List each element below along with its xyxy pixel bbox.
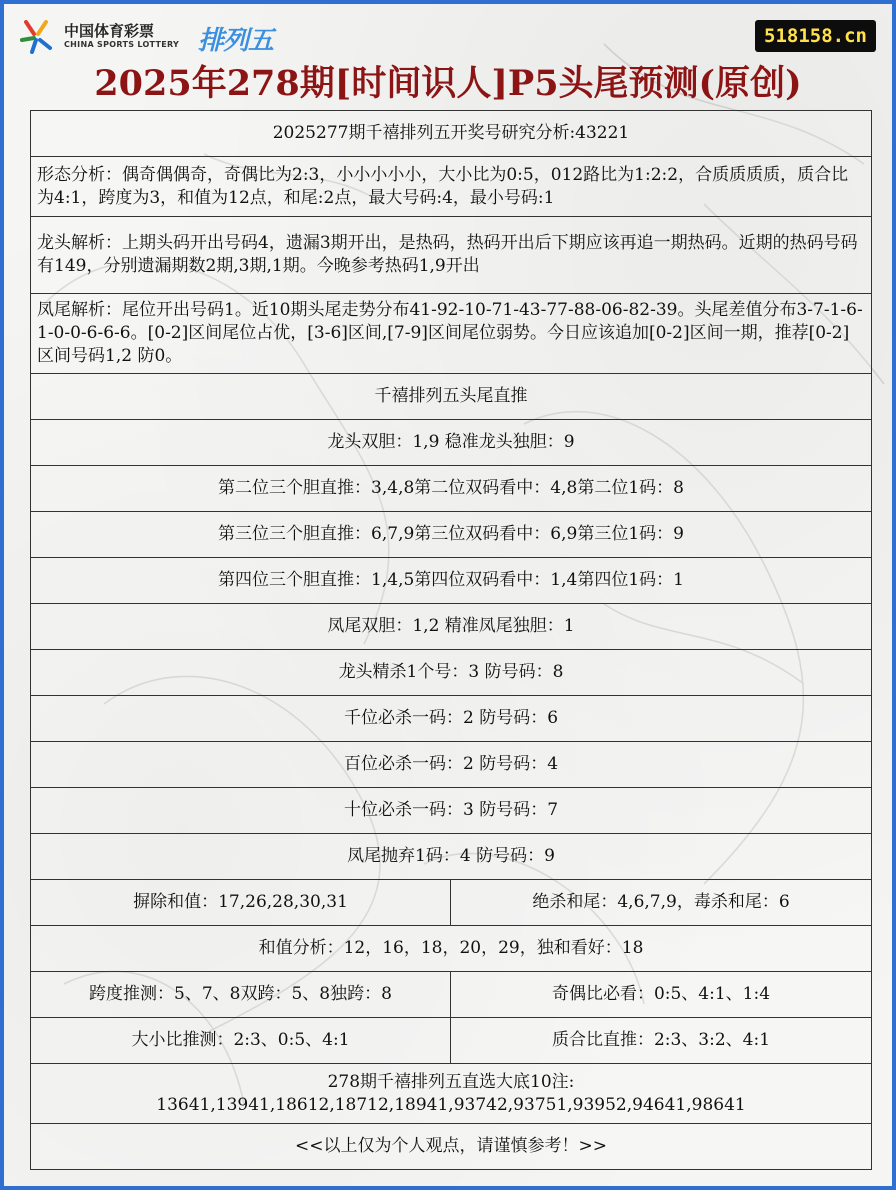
picks-section-title: 千禧排列五头尾直推 [31, 374, 872, 420]
lottery-logo-icon [18, 18, 58, 54]
table-row [31, 1064, 872, 1124]
site-badge[interactable]: 518158.cn [755, 20, 876, 52]
table-row [31, 604, 872, 650]
table-row [31, 972, 872, 1018]
analysis-heading: 2025277期千禧排列五开奖号研究分析:43221 [31, 111, 872, 157]
sum-analysis: 和值分析：12，16，18，20，29，独和看好：18 [31, 926, 872, 972]
logo-en-text: CHINA SPORTS LOTTERY [64, 40, 180, 49]
page-title: 2025年278期[时间识人]P5头尾预测(原创) [94, 63, 802, 104]
big-small-ratio: 大小比推测：2:3、0:5、4:1 [31, 1018, 451, 1064]
kill-tail: 绝杀和尾：4,6,7,9，毒杀和尾：6 [451, 880, 872, 926]
table-row [31, 558, 872, 604]
odd-even-ratio: 奇偶比必看：0:5、4:1、1:4 [451, 972, 872, 1018]
table-row [31, 650, 872, 696]
span-prediction: 跨度推测：5、7、8双跨：5、8独跨：8 [31, 972, 451, 1018]
pick-row: 十位必杀一码：3 防号码：7 [31, 788, 872, 834]
final-picks-numbers: 13641,13941,18612,18712,18941,93742,93751,93952,94641,98641 [156, 1094, 746, 1115]
table-row [31, 926, 872, 972]
table-row [31, 466, 872, 512]
pick-row: 千位必杀一码：2 防号码：6 [31, 696, 872, 742]
header [0, 0, 896, 110]
form-analysis: 形态分析：偶奇偶偶奇，奇偶比为2:3，小小小小小，大小比为0:5，012路比为1:2:2，合质质质质，质合比为4:1，跨度为3，和值为12点，和尾:2点，最大号码:4，最小号码:1 [31, 157, 872, 217]
tail-analysis: 凤尾解析：尾位开出号码1。近10期头尾走势分布41-92-10-71-43-77-88-06-82-39。头尾差值分布3-7-1-6-1-0-0-6-6-6。[0-2]区间尾位占优，[3-6]区间,[7-9]区间尾位弱势。今日应该追加[0-2]区间一期，推荐[0-2]区间号码1,2 防0。 [31, 294, 872, 374]
table-row [31, 157, 872, 217]
pick-row: 凤尾双胆：1,2 精准凤尾独胆：1 [31, 604, 872, 650]
logo-game-text: 排列五 [198, 26, 274, 56]
prime-composite-ratio: 质合比直推：2:3、3:2、4:1 [451, 1018, 872, 1064]
table-row [31, 111, 872, 157]
final-picks [31, 1064, 872, 1124]
remove-sum: 摒除和值：17,26,28,30,31 [31, 880, 451, 926]
head-analysis: 龙头解析：上期头码开出号码4，遗漏3期开出，是热码，热码开出后下期应该再追一期热码。近期的热码号码有149，分别遗漏期数2期,3期,1期。今晚参考热码1,9开出 [31, 217, 872, 294]
pick-row: 龙头双胆：1,9 稳准龙头独胆：9 [31, 420, 872, 466]
pick-row: 第三位三个胆直推：6,7,9第三位双码看中：6,9第三位1码：9 [31, 512, 872, 558]
table-row [31, 834, 872, 880]
table-row [31, 294, 872, 374]
table-row [31, 742, 872, 788]
table-row [31, 696, 872, 742]
table-row [31, 1018, 872, 1064]
pick-row: 第四位三个胆直推：1,4,5第四位双码看中：1,4第四位1码：1 [31, 558, 872, 604]
prediction-table [30, 110, 872, 1170]
pick-row: 百位必杀一码：2 防号码：4 [31, 742, 872, 788]
disclaimer: <<以上仅为个人观点，请谨慎参考！>> [31, 1124, 872, 1170]
final-picks-title: 278期千禧排列五直选大底10注: [327, 1071, 575, 1092]
table-row [31, 880, 872, 926]
table-row [31, 374, 872, 420]
pick-row: 第二位三个胆直推：3,4,8第二位双码看中：4,8第二位1码：8 [31, 466, 872, 512]
pick-row: 龙头精杀1个号：3 防号码：8 [31, 650, 872, 696]
logo-cn-text: 中国体育彩票 [64, 22, 155, 40]
table-row [31, 1124, 872, 1170]
lottery-logo [18, 18, 278, 58]
table-row [31, 512, 872, 558]
table-row [31, 420, 872, 466]
table-row [31, 788, 872, 834]
pick-row: 凤尾抛弃1码：4 防号码：9 [31, 834, 872, 880]
table-row [31, 217, 872, 294]
